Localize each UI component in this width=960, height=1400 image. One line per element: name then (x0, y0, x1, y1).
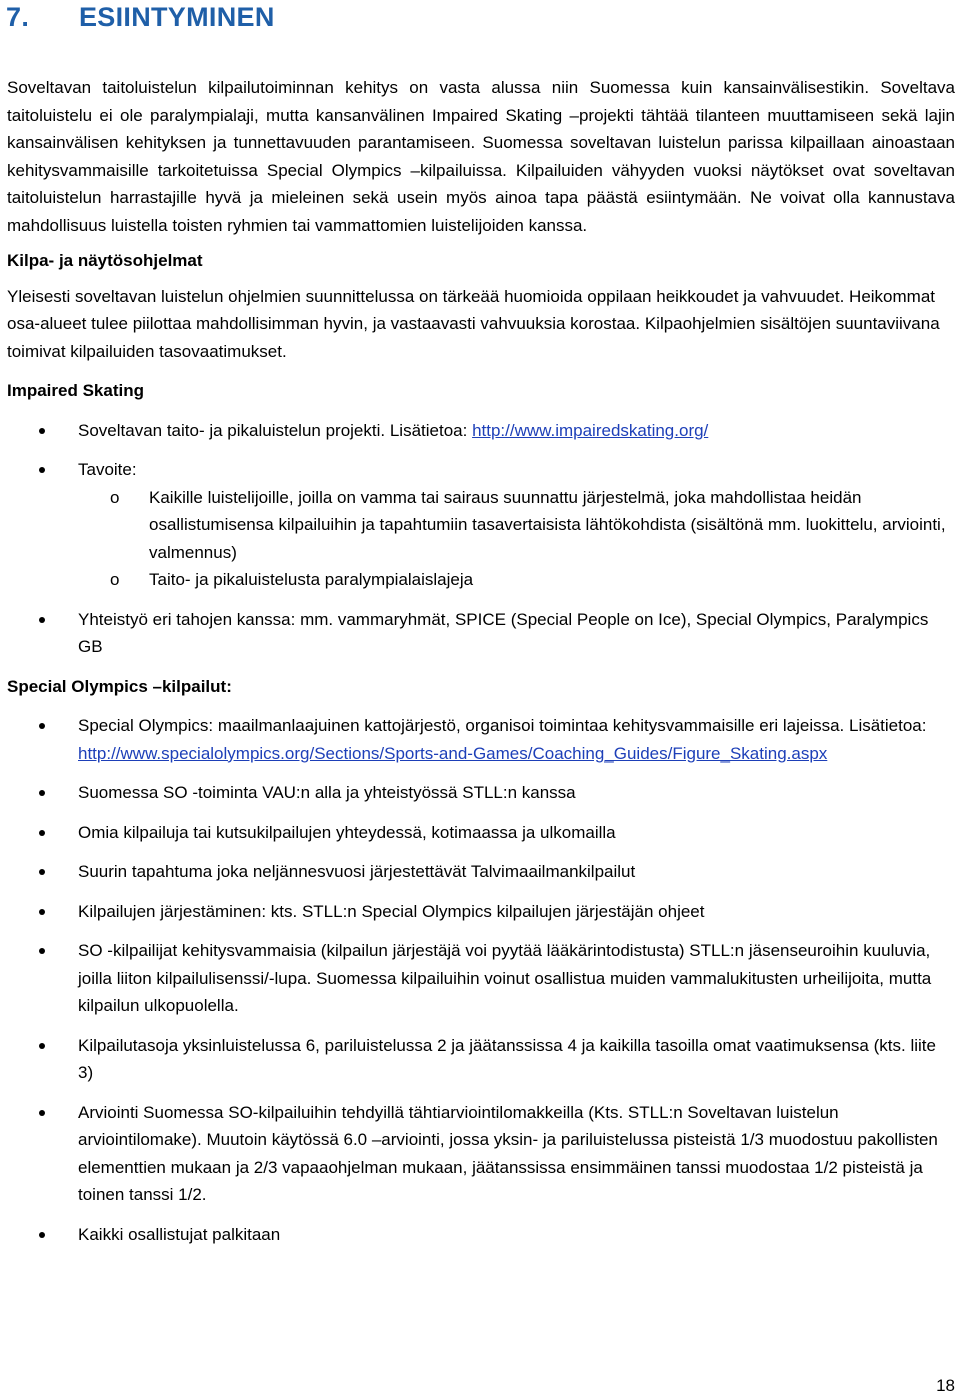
list-item (7, 858, 955, 886)
list-item-text: Yhteistyö eri tahojen kanssa: mm. vammaryhmät, SPICE (Special People on Ice), Special Olympics, Paralympics GB (78, 609, 929, 656)
chapter-number: 7. (6, 2, 30, 32)
list-item (7, 1221, 955, 1249)
bullet-icon (39, 617, 45, 623)
sub-list-item (7, 484, 955, 567)
special-olympics-list (7, 712, 955, 1248)
list-item (7, 819, 955, 847)
list-item (7, 1099, 955, 1209)
section-title-impaired: Impaired Skating (7, 381, 144, 400)
sub-list (7, 484, 955, 594)
list-item-text: Special Olympics: maailmanlaajuinen kattojärjestö, organisoi toimintaa kehitysvammaisille eri lajeissa. Lisätietoa: (78, 716, 927, 735)
section-title-special-olympics: Special Olympics –kilpailut: (7, 676, 232, 696)
bullet-icon (39, 830, 45, 836)
list-item (7, 417, 955, 445)
list-item-text: Omia kilpailuja tai kutsukilpailujen yhteydessä, kotimaassa ja ulkomailla (78, 822, 616, 842)
bullet-icon (39, 723, 45, 729)
circle-bullet-icon: o (110, 570, 120, 589)
bullet-icon (39, 428, 45, 434)
list-item (7, 779, 955, 807)
list-item (7, 937, 955, 1020)
sub-list-item (7, 566, 955, 594)
bullet-icon (39, 948, 45, 954)
bullet-icon (39, 467, 45, 473)
specialolympics-link[interactable]: http://www.specialolympics.org/Sections/Sports-and-Games/Coaching_Guides/Figure_Skating.aspx (78, 743, 828, 763)
intro-paragraph: Soveltavan taitoluistelun kilpailutoiminnan kehitys on vasta alussa niin Suomessa kuin kansainvälisestikin. Soveltava taitoluistelu ei ole paralympialaji, mutta kansanvälinen Impaired Skating –projekti tähtää tilanteen muuttamiseen sekä lajin kansainvälisen kehityksen ja tunnettavuuden parantamiseen. Suomessa soveltavan luistelun parissa kilpaillaan ainoastaan kehitysvammaisille tarkoitetuissa Special Olympics –kilpailuissa. Kilpailuiden vähyyden vuoksi näytökset ovat soveltavan taitoluistelun harrastajille hyvä ja mieleinen sekä usein myös ainoa tapa päästä esiintymään. Ne voivat olla kannustava mahdollisuus luistella toisten ryhmien tai vammattomien luistelijoiden kanssa. (7, 78, 955, 235)
chapter-heading (6, 2, 275, 33)
bullet-icon (39, 1043, 45, 1049)
section-text-kilpa: Yleisesti soveltavan luistelun ohjelmien suunnittelussa on tärkeää huomioida oppilaan heikkoudet ja vahvuudet. Heikommat osa-alueet tulee piilottaa mahdollisimman hyvin, ja vastaavasti vahvuuksia korostaa. Kilpaohjelmien sisältöjen suuntaviivana toimivat kilpailuiden tasovaatimukset. (7, 286, 940, 361)
chapter-title: ESIINTYMINEN (79, 2, 275, 32)
circle-bullet-icon: o (110, 487, 120, 507)
list-item-text: Kilpailujen järjestäminen: kts. STLL:n Special Olympics kilpailujen järjestäjän ohjeet (78, 901, 705, 921)
list-item-text: Soveltavan taito- ja pikaluistelun projekti. Lisätietoa: (78, 420, 473, 440)
impairedskating-link[interactable]: http://www.impairedskating.org/ (472, 420, 709, 440)
page-number: 18 (936, 1376, 955, 1395)
bullet-icon (39, 1232, 45, 1238)
list-item (7, 712, 955, 767)
list-item (7, 1032, 955, 1087)
sub-list-item-text: Kaikille luistelijoille, joilla on vamma tai sairaus suunnattu järjestelmä, joka mahdollistaa heidän osallistumisensa kilpailuihin ja tapahtumiin tasavertaisista lähtökohdista (sisältönä mm. luokittelu, arviointi, valmennus) (149, 487, 946, 562)
list-item-text: Arviointi Suomessa SO-kilpailuihin tehdyillä tähtiarviointilomakkeilla (Kts. STLL:n Soveltavan luistelun arviointilomake). Muutoin käytössä 6.0 –arviointi, jossa yksin- ja pariluistelussa pisteistä 1/3 muodostuu pakollisten elementtien mukaan ja 2/3 vapaaohjelman mukaan, jäätanssissa ensimmäinen tanssi muodostaa 1/2 pisteistä ja toinen tanssi 1/2. (78, 1102, 938, 1204)
list-item-text: Tavoite: (78, 460, 137, 479)
document-body (7, 74, 955, 1260)
section-title-kilpa: Kilpa- ja näytösohjelmat (7, 251, 203, 270)
list-item (7, 606, 955, 661)
list-item (7, 898, 955, 926)
list-item-text: Suurin tapahtuma joka neljännesvuosi järjestettävät Talvimaailmankilpailut (78, 862, 636, 881)
bullet-icon (39, 869, 45, 875)
bullet-icon (39, 790, 45, 796)
bullet-icon (39, 1110, 45, 1116)
list-item (7, 456, 955, 594)
list-item-text: Kilpailutasoja yksinluistelussa 6, pariluistelussa 2 ja jäätanssissa 4 ja kaikilla tasoilla omat vaatimuksensa (kts. liite 3) (78, 1035, 936, 1082)
bullet-icon (39, 909, 45, 915)
list-item-text: Suomessa SO -toiminta VAU:n alla ja yhteistyössä STLL:n kanssa (78, 783, 576, 802)
impaired-skating-list (7, 417, 955, 661)
list-item-text: Kaikki osallistujat palkitaan (78, 1224, 281, 1244)
sub-list-item-text: Taito- ja pikaluistelusta paralympialaislajeja (149, 570, 474, 589)
list-item-text: SO -kilpailijat kehitysvammaisia (kilpailun järjestäjä voi pyytää lääkärintodistusta) STLL:n jäsenseuroihin kuuluvia, joilla liiton kilpailulisenssi/-lupa. Suomessa kilpailuihin voinut osallistua muiden vammalukitusten urheilijoita, mutta kilpailun ulkopuolella. (78, 941, 932, 1015)
